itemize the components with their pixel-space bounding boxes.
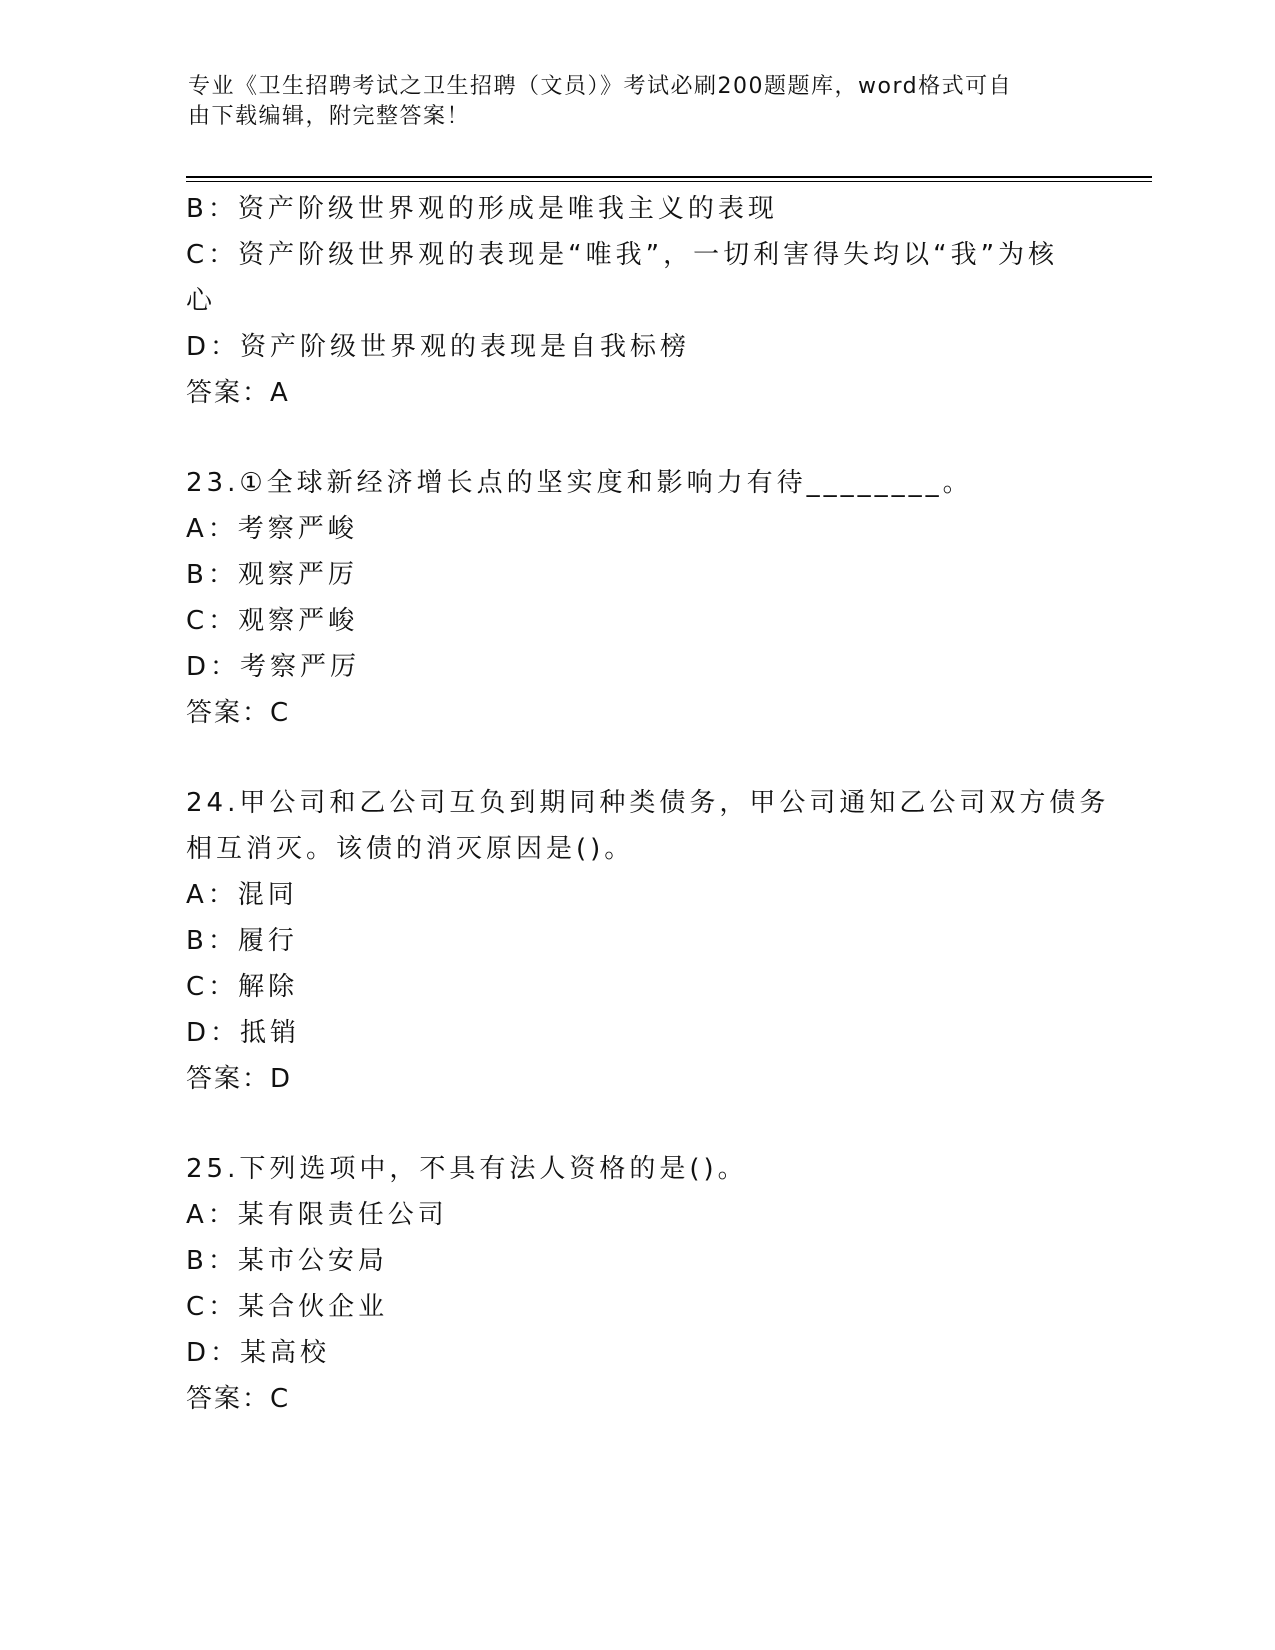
question-22-tail bbox=[186, 186, 1086, 416]
answer: 答案：D bbox=[186, 1064, 293, 1094]
option-c-line-1: C：资产阶级世界观的表现是“唯我”，一切利害得失均以“我”为核 bbox=[186, 240, 1059, 270]
option-a: A：考察严峻 bbox=[186, 514, 358, 544]
question-25 bbox=[186, 1146, 1086, 1422]
option-b: B：履行 bbox=[186, 926, 298, 956]
answer: 答案：C bbox=[186, 698, 291, 728]
header-divider-thin bbox=[186, 181, 1152, 182]
option-c: C：解除 bbox=[186, 972, 299, 1002]
option-c-line-2: 心 bbox=[186, 286, 217, 316]
question-stem-line-1: 24.甲公司和乙公司互负到期同种类债务，甲公司通知乙公司双方债务 bbox=[186, 788, 1110, 818]
answer: 答案：A bbox=[186, 378, 290, 408]
header-divider-thick bbox=[186, 176, 1152, 178]
question-stem: 25.下列选项中，不具有法人资格的是()。 bbox=[186, 1154, 748, 1184]
option-a: A：某有限责任公司 bbox=[186, 1200, 448, 1230]
header-line-2: 由下载编辑，附完整答案！ bbox=[188, 104, 471, 129]
question-list bbox=[186, 186, 1110, 1422]
question-stem: 23.①全球新经济增长点的坚实度和影响力有待________。 bbox=[186, 468, 973, 498]
answer: 答案：C bbox=[186, 1384, 291, 1414]
question-stem-line-2: 相互消灭。该债的消灭原因是()。 bbox=[186, 834, 635, 864]
question-24 bbox=[186, 780, 1110, 1102]
option-d: D：资产阶级世界观的表现是自我标榜 bbox=[186, 332, 691, 362]
option-b: B：资产阶级世界观的形成是唯我主义的表现 bbox=[186, 194, 778, 224]
option-c: C：观察严峻 bbox=[186, 606, 359, 636]
option-b: B：观察严厉 bbox=[186, 560, 358, 590]
option-d: D：考察严厉 bbox=[186, 652, 361, 682]
question-23 bbox=[186, 460, 1086, 736]
option-c: C：某合伙企业 bbox=[186, 1292, 389, 1322]
page-header bbox=[188, 72, 1088, 132]
option-d: D：某高校 bbox=[186, 1338, 331, 1368]
header-line-1: 专业《卫生招聘考试之卫生招聘（文员）》考试必刷200题题库，word格式可自 bbox=[188, 74, 1013, 99]
option-b: B：某市公安局 bbox=[186, 1246, 388, 1276]
option-d: D：抵销 bbox=[186, 1018, 301, 1048]
option-a: A：混同 bbox=[186, 880, 298, 910]
